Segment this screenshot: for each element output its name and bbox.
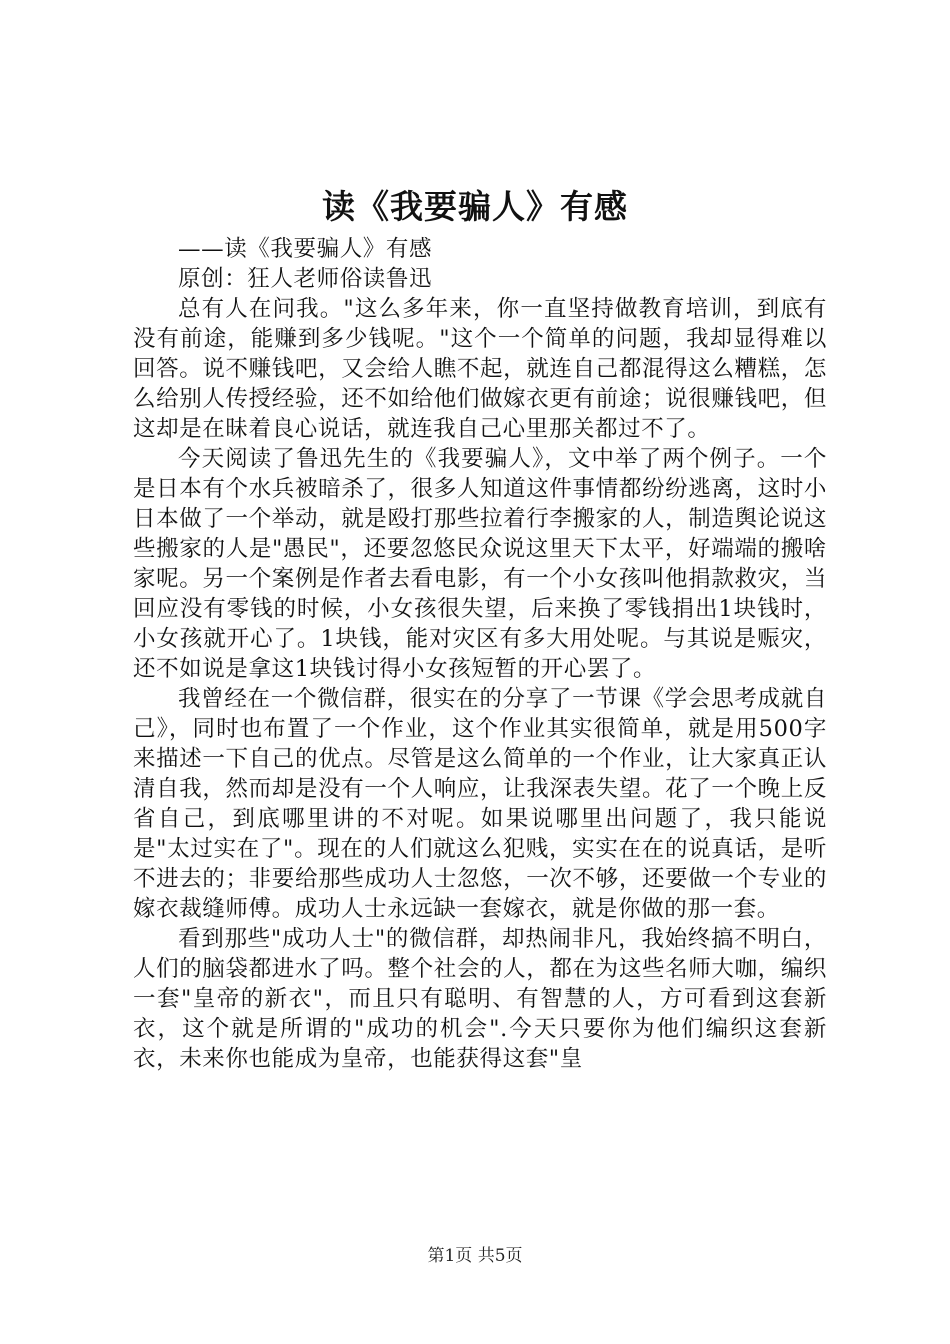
paragraph-1: 总有人在问我。"这么多年来，你一直坚持做教育培训，到底有没有前途，能赚到多少钱呢。"这个一个简单的问题，我却显得难以回答。说不赚钱吧，又会给人瞧不起，就连自己都混得这么糟糕，怎么给别人传授经验，还不如给他们做嫁衣更有前途；说很赚钱吧，但这却是在昧着良心说话，就连我自己心里那关都过不了。 bbox=[133, 296, 827, 442]
paragraph-4: 看到那些"成功人士"的微信群，却热闹非凡，我始终搞不明白，人们的脑袋都进水了吗。整个社会的人，都在为这些名师大咖，编织一套"皇帝的新衣"，而且只有聪明、有智慧的人，方可看到这套新衣，这个就是所谓的"成功的机会".今天只要你为他们编织这套新衣，未来你也能成为皇帝，也能获得这套"皇 bbox=[133, 926, 827, 1072]
paragraph-2: 今天阅读了鲁迅先生的《我要骗人》，文中举了两个例子。一个是日本有个水兵被暗杀了，很多人知道这件事情都纷纷逃离，这时小日本做了一个举动，就是殴打那些拉着行李搬家的人，制造舆论说这些搬家的人是"愚民"，还要忽悠民众说这里天下太平，好端端的搬啥家呢。另一个案例是作者去看电影，有一个小女孩叫他捐款救灾，当回应没有零钱的时候，小女孩很失望，后来换了零钱捐出1块钱时，小女孩就开心了。1块钱，能对灾区有多大用处呢。与其说是赈灾，还不如说是拿这1块钱讨得小女孩短暂的开心罢了。 bbox=[133, 446, 827, 682]
page-footer: 第1页 共5页 bbox=[427, 1246, 523, 1266]
byline: 原创：狂人老师俗读鲁迅 bbox=[178, 266, 433, 292]
document-body bbox=[133, 234, 827, 1074]
subtitle: ——读《我要骗人》有感 bbox=[178, 236, 433, 262]
document-title: 读《我要骗人》有感 bbox=[322, 187, 628, 226]
paragraph-3: 我曾经在一个微信群，很实在的分享了一节课《学会思考成就自己》，同时也布置了一个作业，这个作业其实很简单，就是用500字来描述一下自己的优点。尽管是这么简单的一个作业，让大家真正认清自我，然而却是没有一个人响应，让我深表失望。花了一个晚上反省自己，到底哪里讲的不对呢。如果说哪里出问题了，我只能说是"太过实在了"。现在的人们就这么犯贱，实实在在的说真话，是听不进去的；非要给那些成功人士忽悠，一次不够，还要做一个专业的嫁衣裁缝师傅。成功人士永远缺一套嫁衣，就是你做的那一套。 bbox=[133, 686, 827, 922]
